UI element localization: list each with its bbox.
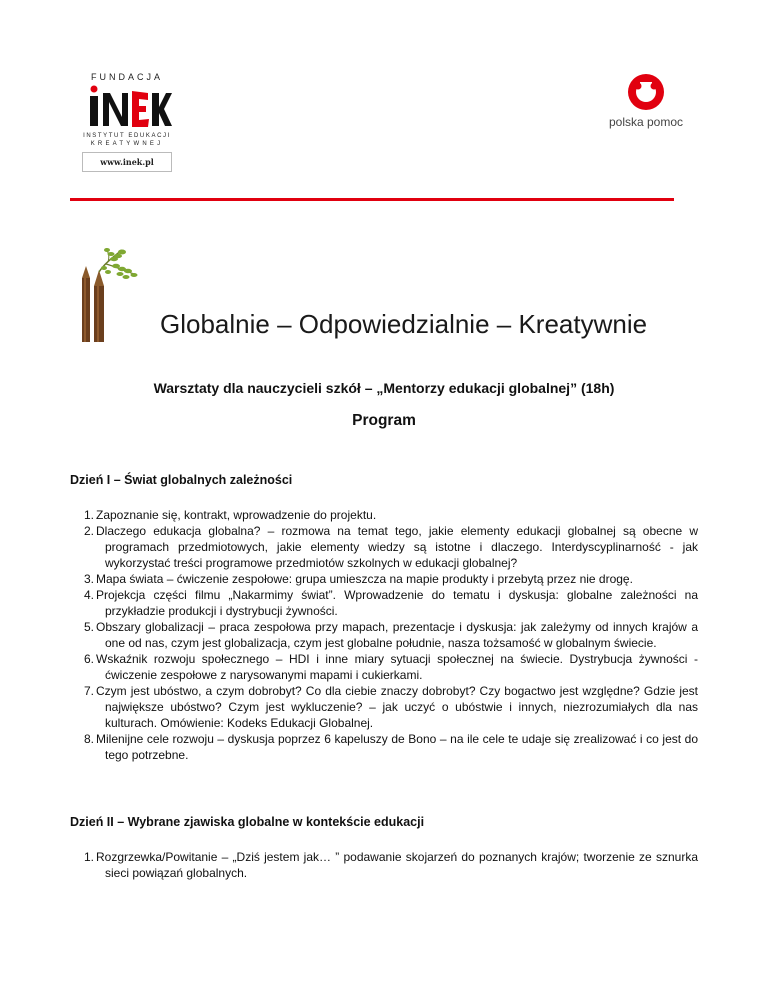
day-2-heading: Dzień II – Wybrane zjawiska globalne w kontekście edukacji	[70, 815, 425, 829]
list-item	[70, 731, 698, 763]
inek-logo-line1: INSTYTUT EDUKACJI	[83, 133, 171, 139]
list-item-number: 1.	[84, 508, 95, 522]
pencil-tree-icon	[78, 248, 158, 344]
list-item-number: 7.	[84, 684, 95, 698]
list-item-number: 6.	[84, 652, 95, 666]
list-item	[70, 651, 698, 683]
list-item	[70, 587, 698, 619]
list-item-number: 1.	[84, 850, 95, 864]
list-item	[70, 523, 698, 571]
list-item-text: Dlaczego edukacja globalna? – rozmowa na temat tego, jakie elementy edukacji globalnej są obecne w programach przedmiotowych, jakie elementy wiedzy są istotne i dlaczego. Interdyscyplinarność - jak wykorzystać treści programowe przedmiotów szkolnych w edukacji globalnej?	[96, 524, 698, 570]
polska-pomoc-smile-icon	[614, 70, 678, 112]
page-title: Globalnie – Odpowiedzialnie – Kreatywnie	[160, 309, 648, 339]
list-item-number: 4.	[84, 588, 95, 602]
list-item-text: Rozgrzewka/Powitanie – „Dziś jestem jak… ” podawanie skojarzeń do poznanych krajów; tworzenie ze sznurka sieci powiązań globalnych.	[96, 850, 698, 880]
list-item-text: Wskaźnik rozwoju społecznego – HDI i inne miary sytuacji społecznej na świecie. Dystrybucja żywności - ćwiczenie zespołowe z narysowanymi mapami i cukierkami.	[96, 652, 698, 682]
list-item	[70, 571, 698, 587]
list-item-text: Zapoznanie się, kontrakt, wprowadzenie do projektu.	[96, 508, 377, 522]
list-item-text: Obszary globalizacji – praca zespołowa przy mapach, prezentacje i dyskusja: jak zależymy od innych krajów a one od nas, czym jest globalizacja, czym jest globalne południe, nasza tożsamość w globalnym świecie.	[96, 620, 698, 650]
list-item-text: Projekcja części filmu „Nakarmimy świat”. Wprowadzenie do tematu i dyskusja: globalne zależności na przykładzie produkcji i dystrybucji żywności.	[96, 588, 698, 618]
list-item-number: 2.	[84, 524, 95, 538]
list-item	[70, 619, 698, 651]
inek-logo-fundacja: FUNDACJA	[90, 72, 163, 82]
list-item-text: Czym jest ubóstwo, a czym dobrobyt? Co dla ciebie znaczy dobrobyt? Czy bogactwo jest względne? Gdzie jest największe ubóstwo? Czym jest wykluczenie? – jak uczyć o ubóstwie i innych, niezrozumiałych dla nas kulturach. Omówienie: Kodeks Edukacji Globalnej.	[96, 684, 698, 730]
inek-logo-line2: KREATYWNEJ	[90, 141, 164, 147]
list-item-number: 3.	[84, 572, 95, 586]
inek-wordmark	[82, 81, 172, 131]
list-item-text: Mapa świata – ćwiczenie zespołowe: grupa umieszcza na mapie produkty i przebytą przez nie drogę.	[96, 572, 633, 586]
day-1-agenda-list	[70, 507, 698, 763]
list-item-text: Milenijne cele rozwoju – dyskusja poprzez 6 kapeluszy de Bono – na ile cele te udaje się zrealizować i co jest do tego potrzebne.	[96, 732, 698, 762]
polska-pomoc-text: polska pomoc	[608, 115, 684, 129]
program-heading: Program	[352, 412, 416, 429]
inek-logo	[82, 72, 172, 174]
list-item	[70, 683, 698, 731]
day-2-agenda-list	[70, 849, 698, 881]
list-item-number: 8.	[84, 732, 95, 746]
inek-logo-www: www.inek.pl	[82, 152, 172, 172]
day-1-heading: Dzień I – Świat globalnych zależności	[70, 473, 293, 487]
list-item	[70, 507, 698, 523]
polska-pomoc-logo	[596, 70, 696, 132]
header-divider	[70, 198, 674, 201]
list-item-number: 5.	[84, 620, 95, 634]
list-item	[70, 849, 698, 881]
workshop-subtitle: Warsztaty dla nauczycieli szkół – „Mentorzy edukacji globalnej” (18h)	[153, 380, 615, 396]
